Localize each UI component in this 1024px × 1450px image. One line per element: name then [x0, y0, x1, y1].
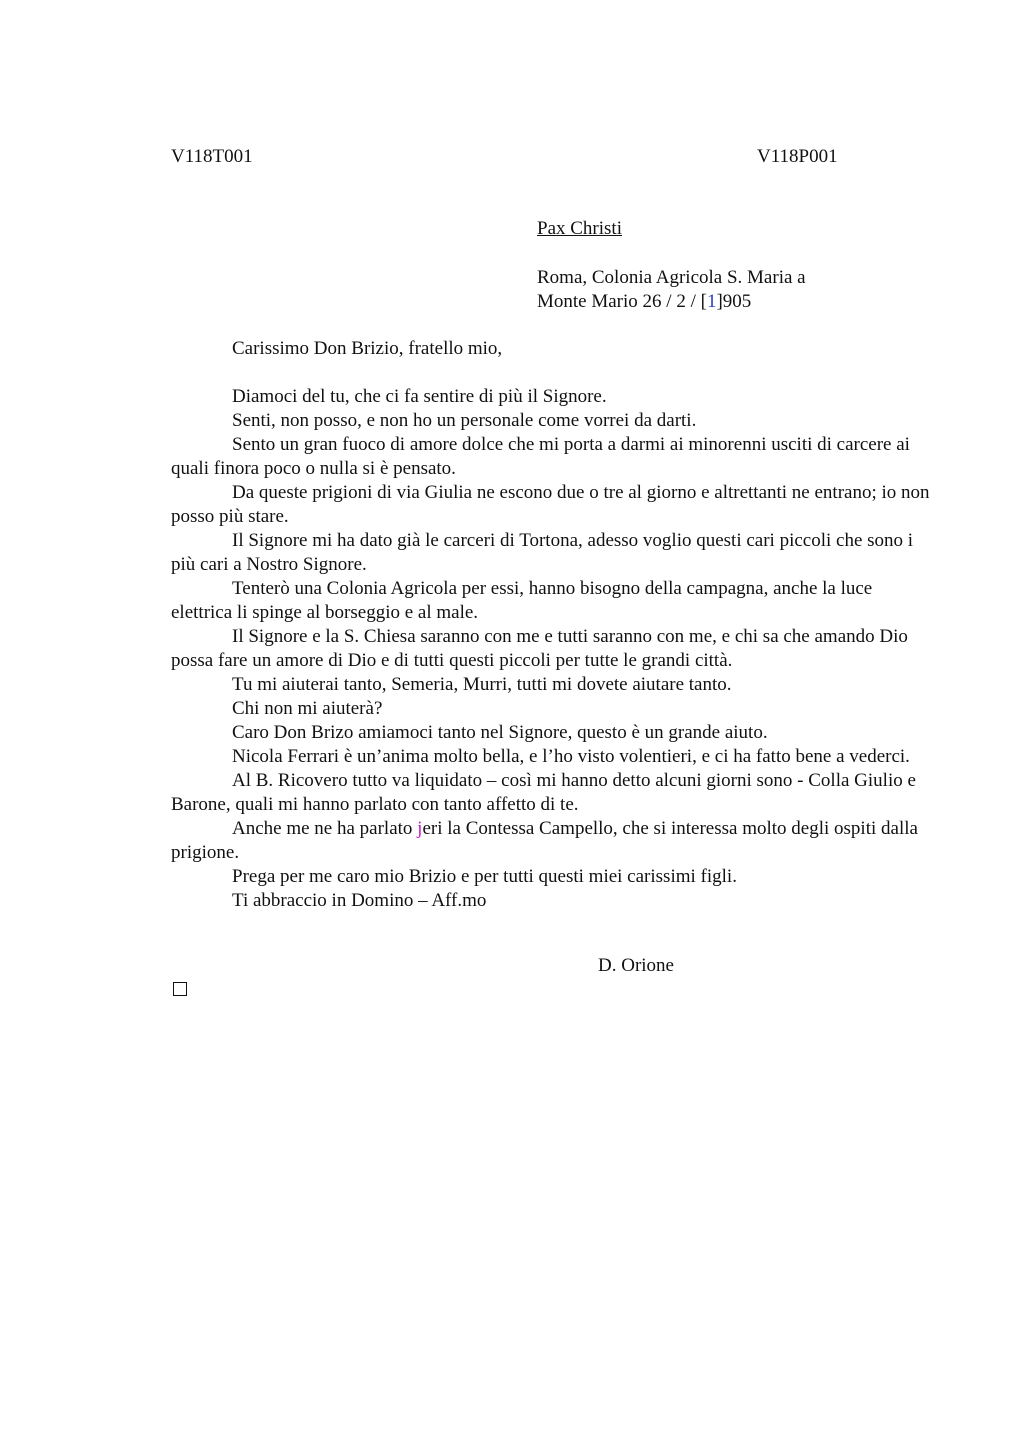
document-code-right: V118P001	[757, 146, 838, 167]
signature: D. Orione	[598, 955, 674, 976]
place-and-date	[537, 266, 806, 314]
paragraph	[171, 817, 931, 865]
paragraph-prefix: Anche me ne ha parlato	[232, 818, 418, 839]
paragraph: Sento un gran fuoco di amore dolce che mi porta a darmi ai minorenni usciti di carcere ai quali finora poco o nulla si è pensato.	[171, 434, 910, 479]
letter-body	[171, 385, 931, 913]
date-suffix: ]905	[716, 291, 752, 312]
paragraph: Il Signore e la S. Chiesa saranno con me e tutti saranno con me, e chi sa che amando Dio possa fare un amore di Dio e di tutti questi piccoli per tutte le grandi città.	[171, 626, 908, 671]
paragraph: Tu mi aiuterai tanto, Semeria, Murri, tutti mi dovete aiutare tanto.	[232, 674, 732, 695]
paragraph: Chi non mi aiuterà?	[232, 698, 383, 719]
paragraph: Senti, non posso, e non ho un personale come vorrei da darti.	[232, 410, 697, 431]
date-prefix: Monte Mario 26 / 2 / [	[537, 291, 707, 312]
paragraph: Al B. Ricovero tutto va liquidato – così mi hanno detto alcuni giorni sono - Colla Giulio e Barone, quali mi hanno parlato con tanto affetto di te.	[171, 770, 916, 815]
date-bracket-digit: 1	[706, 291, 717, 312]
date-line	[537, 290, 806, 314]
paragraph: Da queste prigioni di via Giulia ne escono due o tre al giorno e altrettanti ne entrano; io non posso più stare.	[171, 482, 930, 527]
letter-heading: Pax Christi	[537, 218, 622, 239]
paragraph-suffix: eri la Contessa Campello, che si interessa molto degli ospiti dalla prigione.	[171, 818, 918, 863]
document-code-left: V118T001	[171, 146, 253, 167]
paragraph: Diamoci del tu, che ci fa sentire di più il Signore.	[232, 386, 607, 407]
salutation: Carissimo Don Brizio, fratello mio,	[232, 338, 503, 359]
paragraph: Tenterò una Colonia Agricola per essi, hanno bisogno della campagna, anche la luce elettrica li spinge al borseggio e al male.	[171, 578, 873, 623]
closing-line: Prega per me caro mio Brizio e per tutti questi miei carissimi figli.	[232, 866, 737, 887]
edited-letter: j	[417, 818, 423, 839]
place-line: Roma, Colonia Agricola S. Maria a	[537, 267, 806, 288]
paragraph: Nicola Ferrari è un’anima molto bella, e l’ho visto volentieri, e ci ha fatto bene a vederci.	[232, 746, 910, 767]
paragraph: Caro Don Brizo amiamoci tanto nel Signore, questo è un grande aiuto.	[232, 722, 768, 743]
paragraph: Il Signore mi ha dato già le carceri di Tortona, adesso voglio questi cari piccoli che sono i più cari a Nostro Signore.	[171, 530, 914, 575]
checkbox-square[interactable]	[173, 982, 187, 996]
closing-line: Ti abbraccio in Domino – Aff.mo	[232, 890, 487, 911]
